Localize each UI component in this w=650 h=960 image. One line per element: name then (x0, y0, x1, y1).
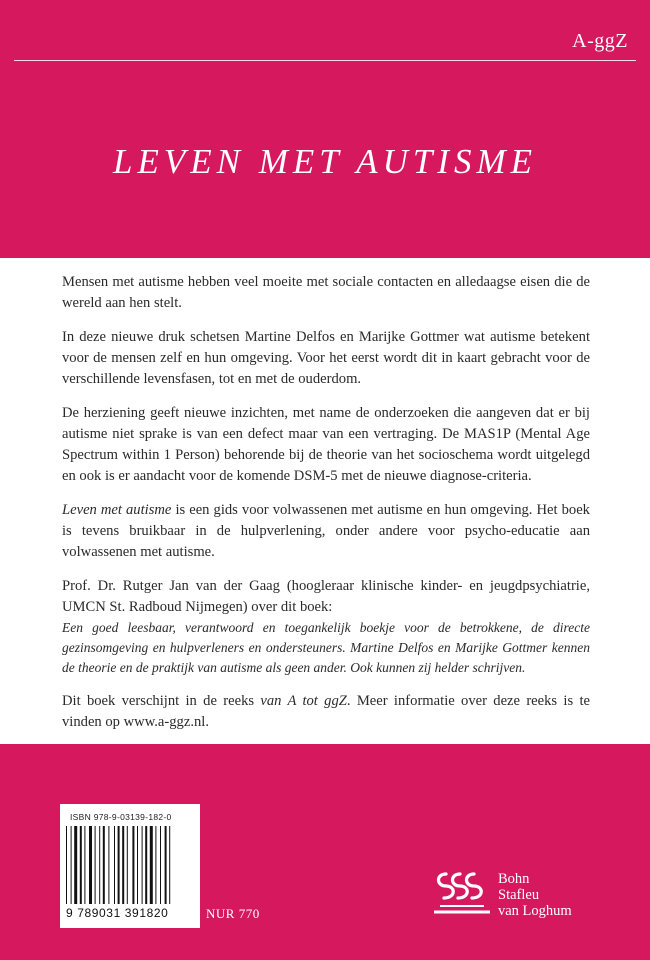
barcode-bar (66, 826, 67, 904)
publisher-name-line-2: Stafleu (498, 887, 540, 903)
series-info-paragraph (62, 691, 590, 733)
barcode-bar (89, 826, 92, 904)
publisher-name-line-3: van Loghum (498, 903, 572, 919)
barcode-bar (114, 826, 115, 904)
endorsement-quote: Een goed leesbaar, verantwoord en toegankelijk boekje voor de betrokkene, de directe gezinsomgeving en hulpverleners en ondersteuners. Martine Delfos en Marijke Gottmer kennen de theorie en de praktijk van autisme als geen ander. Ook kunnen zij helder schrijven. (62, 620, 590, 675)
publisher-name-line-1: Bohn (498, 871, 530, 887)
barcode-digits: 9 789031 391820 (66, 906, 169, 920)
blurb-text (62, 272, 590, 746)
header-rule (14, 60, 636, 61)
series-info-text-a: Dit boek verschijnt in de reeks (62, 693, 261, 709)
barcode-bar (169, 826, 170, 904)
barcode-bar (132, 826, 134, 904)
blurb-paragraph-4 (62, 500, 590, 563)
barcode-bar (118, 826, 120, 904)
book-title: LEVEN MET AUTISME (113, 142, 537, 181)
barcode-bar (71, 826, 72, 904)
publisher-name (498, 871, 572, 919)
blurb-paragraph-3: De herziening geeft nieuwe inzichten, met name de onderzoeken die aangeven dat er bij autisme niet sprake is van een defect maar van een vertraging. De MAS1P (Mental Age Spectrum within 1 Person) behorende bij de theorie van het socioschema wordt uitgelegd en ook is er aandacht voor de komende DSM-5 met de nieuwe diagnose-criteria. (62, 405, 590, 484)
blurb-paragraph-4-text: is een gids voor volwassenen met autisme en hun omgeving. Het boek is tevens bruikbaar in de hulpverlening, onder andere voor psycho-educatie aan volwassenen met autisme. (62, 502, 590, 560)
barcode-bar (103, 826, 105, 904)
book-title-inline: Leven met autisme (62, 502, 172, 518)
barcode-bar (99, 826, 100, 904)
quote-attribution: Prof. Dr. Rutger Jan van der Gaag (hoogleraar klinische kinder- en jeugdpsychiatrie, UMCN St. Radboud Nijmegen) over dit boek: (62, 578, 590, 615)
publisher-logo-icon (432, 866, 492, 918)
barcode-bar (80, 826, 82, 904)
barcode-bar (84, 826, 85, 904)
blurb-paragraph-1: Mensen met autisme hebben veel moeite met sociale contacten en alledaagse eisen die de wereld aan hen stelt. (62, 274, 590, 311)
barcode-bar (150, 826, 153, 904)
barcode-bar (142, 826, 143, 904)
nur-code: NUR 770 (206, 906, 260, 921)
cover-header-band (0, 0, 650, 258)
isbn-text: ISBN 978-9-03139-182-0 (70, 812, 172, 822)
barcode-bar (155, 826, 156, 904)
series-info-text-b: . Meer informatie over deze reeks is te vinden op www.a-ggz.nl. (62, 693, 590, 730)
barcode-icon (66, 826, 194, 904)
series-name-inline: van A tot ggZ (260, 693, 347, 709)
blurb-paragraph-2: In deze nieuwe druk schetsen Martine Delfos en Marijke Gottmer wat autisme betekent voor de mensen zelf en hun omgeving. Voor het eerst wordt dit in kaart gebracht voor de verschillende levensfasen, tot en met de ouderdom. (62, 329, 590, 387)
barcode-bar (160, 826, 161, 904)
barcode-bar (137, 826, 138, 904)
barcode-bar (108, 826, 109, 904)
barcode-bar (74, 826, 77, 904)
barcode-bar (127, 826, 128, 904)
barcode-bar (122, 826, 124, 904)
barcode-bar (95, 826, 96, 904)
barcode-bar (165, 826, 167, 904)
barcode-bar (145, 826, 147, 904)
series-label: A-ggZ (572, 30, 628, 52)
